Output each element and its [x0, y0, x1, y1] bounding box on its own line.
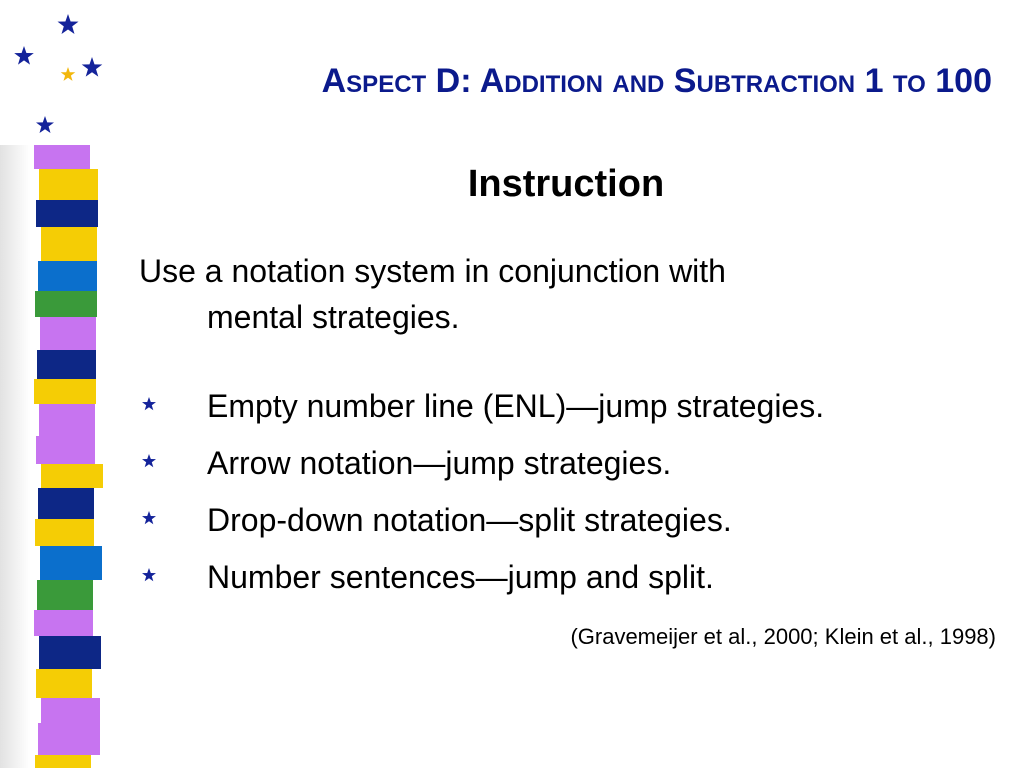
- stripe-segment: [34, 610, 93, 636]
- slide-title: Aspect D: Addition and Subtraction 1 to 100: [321, 62, 992, 100]
- stripe-segment: [41, 464, 103, 488]
- stripe-band-decoration: [0, 145, 120, 768]
- intro-text: [139, 248, 999, 340]
- stripe-segment: [35, 519, 94, 546]
- stripe-segment: [39, 636, 101, 669]
- star-icon: [58, 14, 79, 34]
- stripe-segment: [40, 317, 96, 350]
- bullet-item: [139, 551, 1009, 608]
- stripe-segment: [36, 436, 95, 464]
- bullet-text: Drop-down notation—split strategies.: [207, 502, 732, 538]
- stripe-segment: [34, 145, 90, 169]
- star-bullet-icon: [139, 451, 159, 471]
- star-cluster-decoration: [0, 0, 120, 150]
- bullet-text: Empty number line (ENL)—jump strategies.: [207, 388, 825, 424]
- stripe-segment: [35, 755, 91, 768]
- stripe-segment: [37, 580, 93, 610]
- star-icon: [36, 116, 54, 133]
- star-bullet-icon: [139, 508, 159, 528]
- stripe-segment: [41, 698, 100, 723]
- stripe-segment: [37, 350, 96, 379]
- bullet-item: [139, 494, 1009, 551]
- stripe-segment: [34, 379, 96, 404]
- stripe-segment: [35, 291, 97, 317]
- citation: (Gravemeijer et al., 2000; Klein et al., 1998): [570, 624, 996, 649]
- star-bullet-icon: [139, 394, 159, 414]
- stripe-segment: [38, 261, 97, 291]
- stripe-segment: [38, 723, 100, 755]
- stripe-segment: [40, 546, 102, 580]
- star-bullet-icon: [139, 565, 159, 585]
- slide-subtitle: Instruction: [467, 163, 665, 205]
- stripe-segment: [39, 404, 95, 436]
- star-icon: [61, 67, 76, 81]
- stripe-segment: [39, 169, 98, 200]
- stripe-segment: [38, 488, 94, 519]
- bullet-item: [139, 437, 1009, 494]
- stripe-segment: [36, 200, 98, 227]
- star-icon: [82, 57, 103, 77]
- star-icon: [14, 46, 34, 65]
- bullet-list: [139, 380, 1009, 608]
- bullet-text: Number sentences—jump and split.: [207, 559, 714, 595]
- intro-line-2: mental strategies.: [207, 299, 460, 335]
- intro-line-1: Use a notation system in conjunction with: [139, 253, 726, 289]
- bullet-item: [139, 380, 1009, 437]
- stripe-segment: [36, 669, 92, 698]
- stripe-segment: [41, 227, 97, 261]
- bullet-text: Arrow notation—jump strategies.: [207, 445, 672, 481]
